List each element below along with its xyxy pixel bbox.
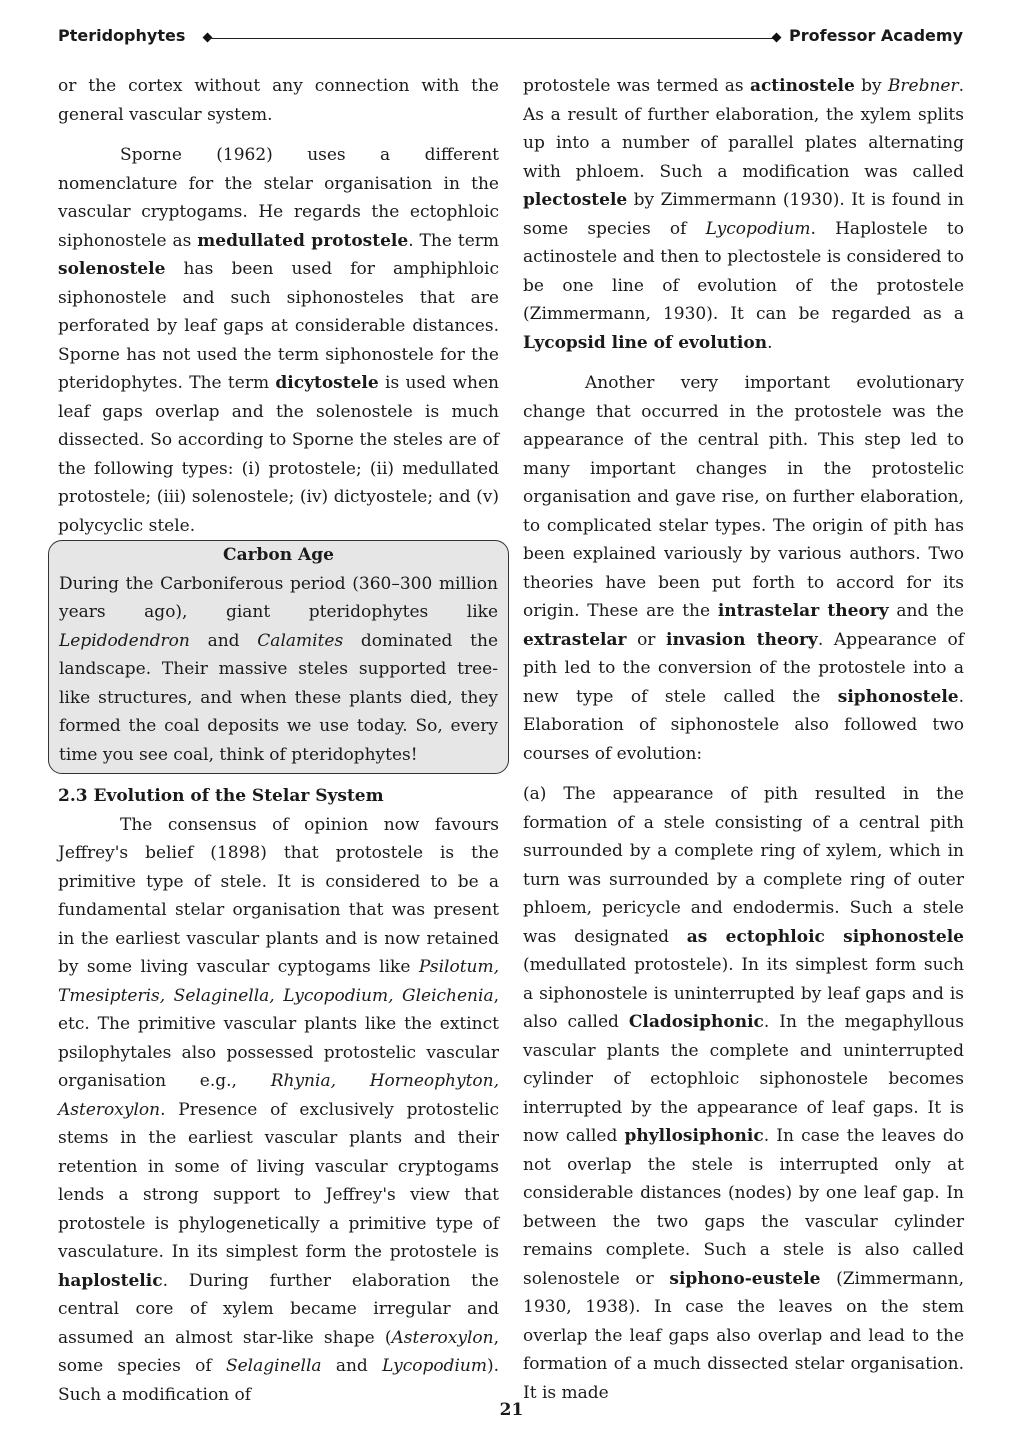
- header-rule: [208, 38, 777, 39]
- section-heading: 2.3 Evolution of the Stelar System: [58, 786, 384, 806]
- header-diamond-ornament: [772, 33, 782, 43]
- paragraph: Another very important evolutionary change that occurred in the protostele was the appearance of the central pith. This step led to many important changes in the protostelic organisation and gave rise, on further elaboration, to complicated stelar types. The origin of pith has been explained variously by various authors. Two theories have been put forth to accord for its origin. These are the intrastelar theory and the extrastelar or invasion theory. Appearance of pith led to the conversion of the protostele into a new type of stele called the siphonostele. Elaboration of siphonostele also followed two courses of evolution:: [523, 373, 964, 764]
- paragraph: protostele was termed as actinostele by Brebner. As a result of further elaboration, the xylem splits up into a number of parallel plates alternating with phloem. Such a modification was called plectostele by Zimmermann (1930). It is found in some species of Lycopodium. Haplostele to actinostele and then to plectostele is considered to be one line of evolution of the protostele (Zimmermann, 1930). It can be regarded as a Lycopsid line of evolution.: [523, 76, 965, 353]
- callout-box: [48, 540, 509, 774]
- right-column: [523, 72, 964, 1407]
- header-publisher: Professor Academy: [789, 26, 963, 45]
- page-number: 21: [499, 1400, 524, 1420]
- paragraph: Sporne (1962) uses a different nomenclature for the stelar organisation in the vascular cryptogams. He regards the ectophloic siphonostele as medullated protostele. The term solenostele has been used for amphiphloic siphonostele and such siphonosteles that are perforated by leaf gaps at considerable distances. Sporne has not used the term siphonostele for the pteridophytes. The term dicytostele is used when leaf gaps overlap and the solenostele is much dissected. So according to Sporne the steles are of the following types: (i) protostele; (ii) medullated protostele; (iii) solenostele; (iv) dictyostele; and (v) polycyclic stele.: [58, 145, 500, 536]
- running-header: [58, 26, 963, 52]
- callout-title: Carbon Age: [223, 545, 334, 565]
- paragraph: (a) The appearance of pith resulted in the formation of a stele consisting of a central pith surrounded by a complete ring of xylem, which in turn was surrounded by a complete ring of outer phloem, pericycle and endodermis. Such a stele was designated as ectophloic siphonostele (medullated protostele). In its simplest form such a siphonostele is uninterrupted by leaf gaps and is also called Cladosiphonic. In the megaphyllous vascular plants the complete and uninterrupted cylinder of ectophloic siphonostele becomes interrupted by the appearance of leaf gaps. It is now called phyllosiphonic. In case the leaves do not overlap the stele is interrupted only at considerable distances (nodes) by one leaf gap. In between the two gaps the vascular cylinder remains complete. Such a stele is also called solenostele or siphono-eustele (Zimmermann, 1930, 1938). In case the leaves on the stem overlap the leaf gaps also overlap and lead to the formation of a much dissected stelar organisation. It is made: [523, 784, 965, 1403]
- paragraph: The consensus of opinion now favours Jeffrey's belief (1898) that protostele is the primitive type of stele. It is considered to be a fundamental stelar organisation that was present in the earliest vascular plants and is now retained by some living vascular cyptogams like Psilotum, Tmesipteris, Selaginella, Lycopodium, Gleichenia, etc. The primitive vascular plants like the extinct psilophytales also possessed protostelic vascular organisation e.g., Rhynia, Horneophyton, Asteroxylon. Presence of exclusively protostelic stems in the earliest vascular plants and their retention in some of living vascular cryptogams lends a strong support to Jeffrey's view that protostele is phylogenetically a primitive type of vasculature. In its simplest form the protostele is haplostelic. During further elaboration the central core of xylem became irregular and assumed an almost star-like shape (Asteroxylon, some species of Selaginella and Lycopodium). Such a modification of: [58, 814, 499, 1405]
- paragraph: or the cortex without any connection with the general vascular system.: [58, 76, 499, 125]
- header-book-title: Pteridophytes: [58, 26, 186, 45]
- callout-text: During the Carboniferous period (360–300 million years ago), giant pteridophytes like Lepidodendron and Calamites dominated the landscape. Their massive steles supported tree-like structures, and when these plants died, they formed the coal deposits we use today. So, every time you see coal, think of pteridophytes!: [59, 573, 499, 765]
- left-column: [58, 72, 499, 1409]
